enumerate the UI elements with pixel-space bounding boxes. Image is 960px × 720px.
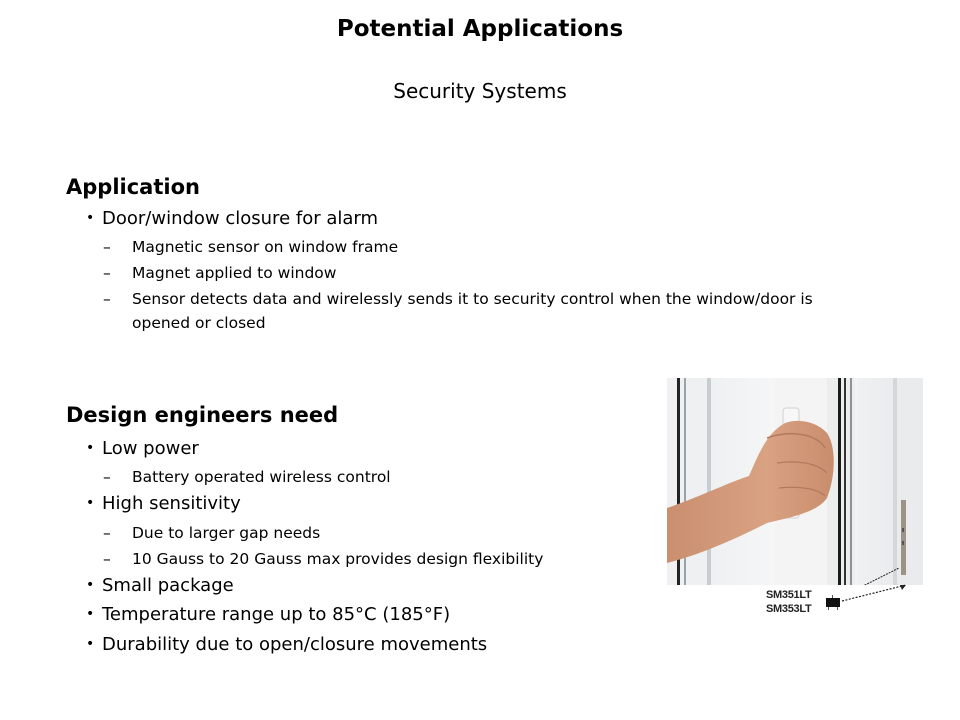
dash-icon: –: [103, 524, 111, 542]
bullet-icon: •: [86, 210, 95, 226]
slide-title: Potential Applications: [336, 16, 624, 42]
bullet-icon: •: [86, 440, 95, 456]
slide-subtitle: Security Systems: [393, 79, 567, 103]
dash-icon: –: [103, 238, 111, 256]
application-bullet-1: • Door/window closure for alarm: [86, 208, 379, 229]
bullet-icon: •: [86, 495, 95, 511]
dash-icon: –: [103, 550, 111, 568]
design-subitem-2-2: – 10 Gauss to 20 Gauss max provides design flexibility: [103, 547, 543, 571]
bullet-icon: •: [86, 606, 95, 622]
application-subitem-2: – Magnet applied to window: [103, 261, 336, 285]
bullet-icon: •: [86, 636, 95, 652]
dash-icon: –: [103, 290, 111, 308]
chip-pin: [837, 607, 838, 610]
design-subitem-2-1: – Due to larger gap needs: [103, 521, 320, 545]
application-subitem-1: – Magnetic sensor on window frame: [103, 235, 398, 259]
design-bullet-4: • Temperature range up to 85°C (185°F): [86, 604, 451, 625]
design-heading: Design engineers need: [66, 403, 339, 427]
sot23-chip-icon: [826, 598, 840, 607]
window-photo: [667, 378, 923, 585]
part-label-sm353lt: SM353LT: [766, 603, 812, 615]
bullet-icon: •: [86, 577, 95, 593]
design-subitem-1-1: – Battery operated wireless control: [103, 465, 391, 489]
window-hand-illustration: [667, 378, 923, 585]
arrow-icon: [840, 583, 920, 608]
chip-pin: [832, 595, 833, 598]
part-label-sm351lt: SM351LT: [766, 589, 812, 601]
design-bullet-1: • Low power: [86, 438, 199, 459]
design-bullet-3: • Small package: [86, 575, 234, 596]
design-bullet-5: • Durability due to open/closure movements: [86, 634, 488, 655]
application-heading: Application: [66, 175, 200, 199]
dash-icon: –: [103, 468, 111, 486]
chip-pin: [828, 607, 829, 610]
dash-icon: –: [103, 264, 111, 282]
application-subitem-3: – Sensor detects data and wirelessly sends it to security control when the window/door is opened or closed: [103, 287, 832, 335]
design-bullet-2: • High sensitivity: [86, 493, 241, 514]
